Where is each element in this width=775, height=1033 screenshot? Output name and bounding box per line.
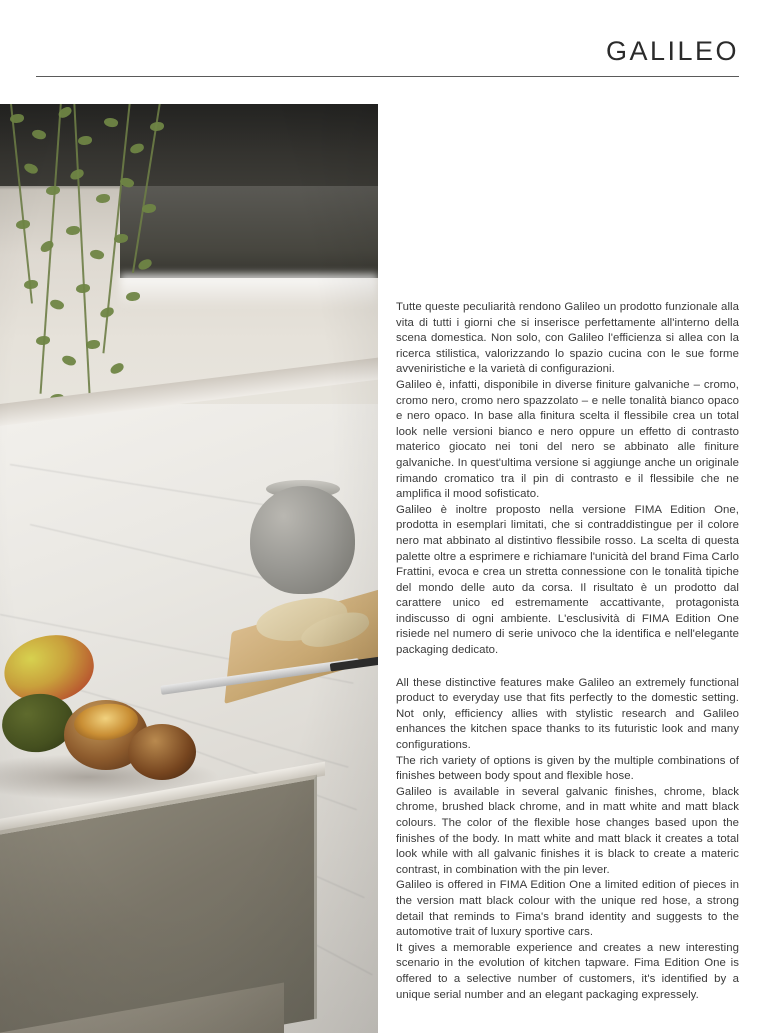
paragraph: Galileo è, infatti, disponibile in diverse finiture galvaniche – cromo, cromo nero, cromo nero spazzolato – e nelle tonalità bianco opaco e nero opaco. In base alla finitura scelta il flessibile crea un total look nelle versioni bianco e nero oppure un effetto di contrasto materico giocato nei toni del nero se abbinato alle finiture galvaniche. In quest'ultima versione si aggiunge anche un originale rimando cromatico tra il pin di contrasto e il flessibile che ne amplifica il mood sofisticato. bbox=[396, 378, 739, 501]
paragraph: All these distinctive features make Galileo an extremely functional product to everyday use that fits perfectly to the domestic setting. Not only, efficiency allies with stylistic research and Galileo enhances the kitchen space thanks to its futuristic look and many configurations. bbox=[396, 676, 739, 752]
photo-vignette bbox=[0, 104, 378, 1033]
paragraph: Galileo è inoltre proposto nella versione FIMA Edition One, prodotta in esemplari limitati, che si contraddistingue per il colore nero mat abbinato al distintivo flessibile rosso. La scelta di questa palette oltre a esprimere e richiamare l'unicità del brand Fima Carlo Frattini, evoca e crea un stretta connessione con le tonalità tipiche del mondo delle auto da corsa. Il risultato è un prodotto dal carattere unico ed estremamente accattivante, protagonista indiscusso di ogni ambiente. L'esclusività di FIMA Edition One risiede nel numero di serie univoco che la identifica e nell'elegante packaging dedicato. bbox=[396, 503, 739, 657]
paragraph: Galileo is offered in FIMA Edition One a limited edition of pieces in the version matt black colour with the unique red hose, a strong detail that reminds to Fima's brand identity and suggests to the automotive trait of luxury sportive cars. bbox=[396, 879, 739, 939]
kitchen-photo bbox=[0, 104, 378, 1033]
paragraph: The rich variety of options is given by the multiple combinations of finishes between body spout and flexible hose. bbox=[396, 754, 739, 783]
italian-text-block bbox=[396, 300, 739, 659]
article-text-column bbox=[396, 300, 739, 1003]
paragraph: It gives a memorable experience and creates a new interesting scenario in the evolution of kitchen tapware. Fima Edition One is offered to a selective number of customers, it's identified by a unique serial number and an elegant packaging expressely. bbox=[396, 941, 739, 1001]
page-title: GALILEO bbox=[605, 36, 739, 66]
header-divider bbox=[36, 76, 739, 77]
photo-composition bbox=[0, 104, 378, 1033]
paragraph: Galileo is available in several galvanic finishes, chrome, black chrome, brushed black chrome, and in matt white and matt black colours. The color of the flexible hose changes based upon the finishes of the body. In matt white and matt black it creates a total look while with all galvanic finishes it is black to create a materic contrast, in combination with the pin lever. bbox=[396, 785, 739, 876]
paragraph: Tutte queste peculiarità rendono Galileo un prodotto funzionale alla vita di tutti i giorni che si inserisce perfettamente all'interno della scena domestica. Non solo, con Galileo l'efficienza si allea con la ricerca stilistica, valorizzando lo spazio cucina con le sue forme avveniristiche e la varietà di configurazioni. bbox=[396, 301, 739, 376]
english-text-block bbox=[396, 676, 739, 1003]
